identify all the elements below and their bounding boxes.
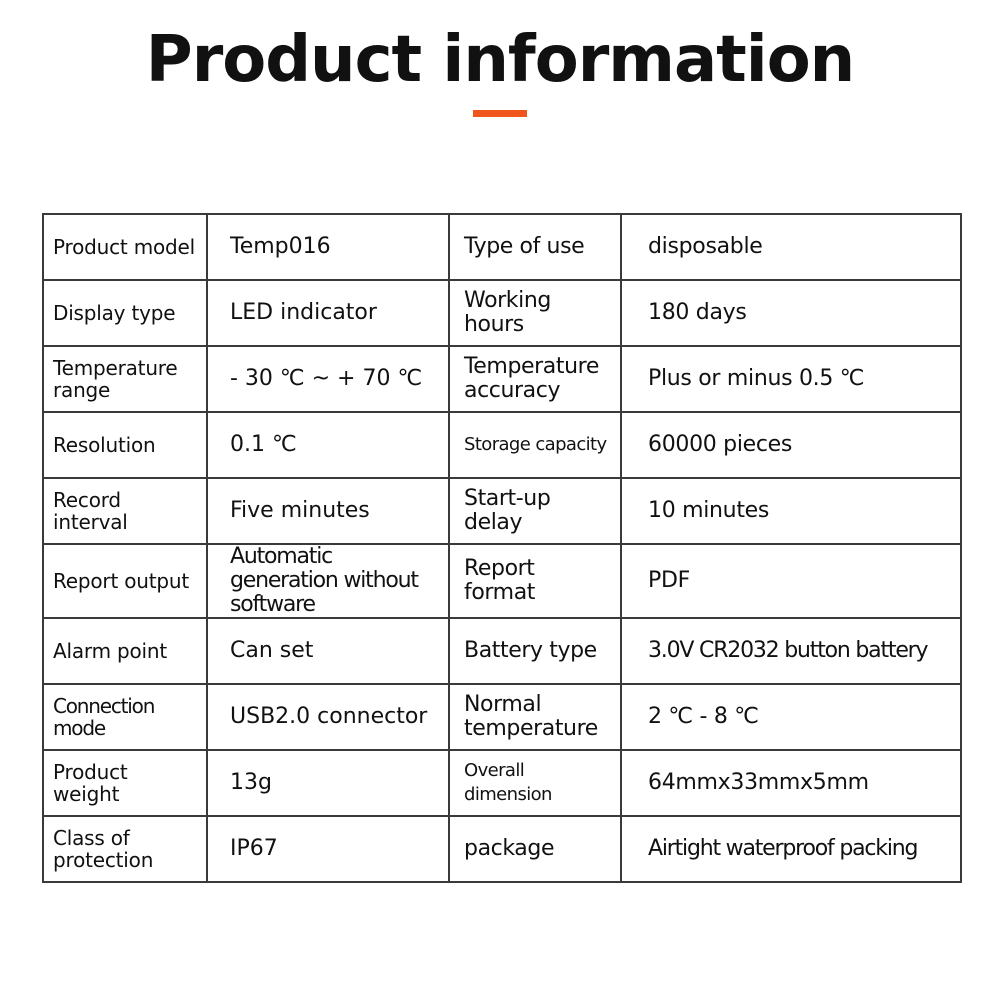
spec-value: 13g xyxy=(207,750,449,816)
spec-label: Type of use xyxy=(449,214,621,280)
spec-table xyxy=(42,213,962,883)
spec-value: 3.0V CR2032 button battery xyxy=(621,618,961,684)
spec-value: 60000 pieces xyxy=(621,412,961,478)
table-row xyxy=(43,412,961,478)
spec-value: 0.1 ℃ xyxy=(207,412,449,478)
spec-label: Overall dimension xyxy=(449,750,621,816)
spec-value: 64mmx33mmx5mm xyxy=(621,750,961,816)
table-row xyxy=(43,544,961,618)
spec-value: Airtight waterproof packing xyxy=(621,816,961,882)
spec-label: Temperature range xyxy=(43,346,207,412)
table-row xyxy=(43,618,961,684)
spec-label: Temperature accuracy xyxy=(449,346,621,412)
spec-label: Product model xyxy=(43,214,207,280)
spec-label: Normal temperature xyxy=(449,684,621,750)
spec-value: PDF xyxy=(621,544,961,618)
spec-label: Report output xyxy=(43,544,207,618)
table-row xyxy=(43,214,961,280)
spec-label: Display type xyxy=(43,280,207,346)
spec-value: disposable xyxy=(621,214,961,280)
spec-value: 2 ℃ - 8 ℃ xyxy=(621,684,961,750)
spec-value: 10 minutes xyxy=(621,478,961,544)
spec-value: IP67 xyxy=(207,816,449,882)
spec-value: Can set xyxy=(207,618,449,684)
spec-value: Five minutes xyxy=(207,478,449,544)
spec-label: Storage capacity xyxy=(449,412,621,478)
spec-value: Plus or minus 0.5 ℃ xyxy=(621,346,961,412)
spec-value: LED indicator xyxy=(207,280,449,346)
title-underline xyxy=(473,110,527,117)
spec-label: Class of protection xyxy=(43,816,207,882)
spec-value: Automatic generation without software xyxy=(207,544,449,618)
spec-label: package xyxy=(449,816,621,882)
spec-label: Report format xyxy=(449,544,621,618)
table-row xyxy=(43,478,961,544)
spec-value: USB2.0 connector xyxy=(207,684,449,750)
spec-label: Product weight xyxy=(43,750,207,816)
table-row xyxy=(43,684,961,750)
table-row xyxy=(43,346,961,412)
spec-value: 180 days xyxy=(621,280,961,346)
page-title: Product information xyxy=(145,23,855,97)
spec-label: Alarm point xyxy=(43,618,207,684)
table-row xyxy=(43,280,961,346)
table-row xyxy=(43,816,961,882)
spec-label: Record interval xyxy=(43,478,207,544)
table-row xyxy=(43,750,961,816)
spec-label: Connection mode xyxy=(43,684,207,750)
spec-label: Working hours xyxy=(449,280,621,346)
spec-label: Battery type xyxy=(449,618,621,684)
spec-label: Resolution xyxy=(43,412,207,478)
spec-value: - 30 ℃ ~ + 70 ℃ xyxy=(207,346,449,412)
spec-label: Start-up delay xyxy=(449,478,621,544)
spec-value: Temp016 xyxy=(207,214,449,280)
